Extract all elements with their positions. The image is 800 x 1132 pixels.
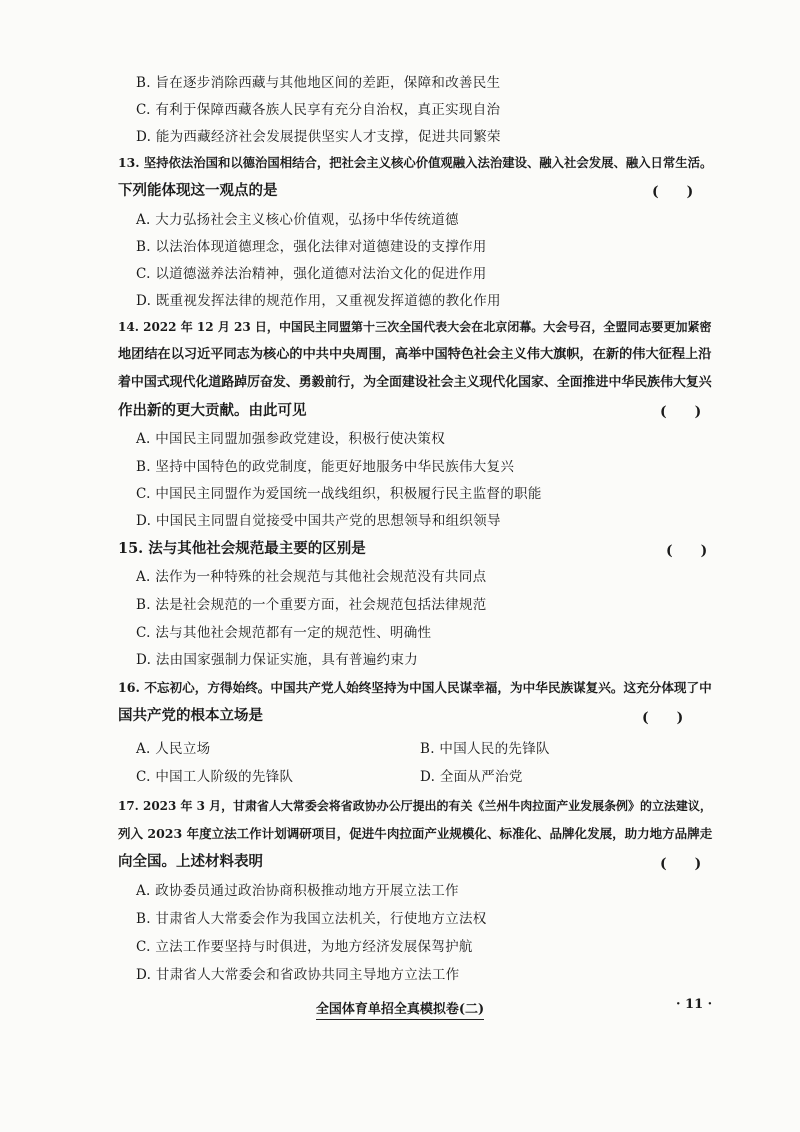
q16-option-d: D. 全面从严治党 [420,769,523,785]
q15-answer-blank: ( ) [666,543,708,559]
q15-option-d: D. 法由国家强制力保证实施，具有普遍约束力 [136,652,419,668]
q17-option-a: A. 政协委员通过政治协商积极推动地方开展立法工作 [136,883,459,899]
q16-answer-blank: ( ) [642,710,684,726]
q13-option-b: B. 以法治体现道德理念，强化法律对道德建设的支撑作用 [136,239,487,255]
q15-stem: 15. 法与其他社会规范最主要的区别是 [118,540,366,557]
q17-stem-line3: 向全国。上述材料表明 [118,853,263,870]
q14-option-b: B. 坚持中国特色的政党制度，能更好地服务中华民族伟大复兴 [136,459,515,475]
q17-stem-line1: 17. 2023 年 3 月，甘肃省人大常委会将省政协办公厅提出的有关《兰州牛肉拉面产业发展条例》的立法建议， [118,799,712,813]
q12-option-b: B. 旨在逐步消除西藏与其他地区间的差距，保障和改善民生 [136,75,501,91]
q14-option-c: C. 中国民主同盟作为爱国统一战线组织，积极履行民主监督的职能 [136,486,542,502]
q13-answer-blank: ( ) [652,184,694,200]
q17-option-b: B. 甘肃省人大常委会作为我国立法机关，行使地方立法权 [136,911,487,927]
q12-option-c: C. 有利于保障西藏各族人民享有充分自治权，真正实现自治 [136,102,501,118]
q16-option-b: B. 中国人民的先锋队 [420,741,550,757]
q17-stem-line2: 列入 2023 年度立法工作计划调研项目，促进牛肉拉面产业规模化、标准化、品牌化发展，助力地方品牌走 [118,826,713,841]
q16-stem-line1: 16. 不忘初心，方得始终。中国共产党人始终坚持为中国人民谋幸福，为中华民族谋复兴。这充分体现了中 [118,680,712,695]
q16-option-c: C. 中国工人阶级的先锋队 [136,769,294,785]
page-number: · 11 · [676,997,713,1012]
q17-option-c: C. 立法工作要坚持与时俱进，为地方经济发展保驾护航 [136,939,473,955]
q15-option-b: B. 法是社会规范的一个重要方面，社会规范包括法律规范 [136,597,487,613]
q12-option-d: D. 能为西藏经济社会发展提供坚实人才支撑，促进共同繁荣 [136,129,501,145]
q13-option-a: A. 大力弘扬社会主义核心价值观，弘扬中华传统道德 [136,212,459,228]
q14-option-d: D. 中国民主同盟自觉接受中国共产党的思想领导和组织领导 [136,513,501,529]
q14-stem-line4: 作出新的更大贡献。由此可见 [118,402,307,419]
q14-option-a: A. 中国民主同盟加强参政党建设，积极行使决策权 [136,431,446,447]
q14-answer-blank: ( ) [660,404,702,420]
q13-option-c: C. 以道德滋养法治精神，强化道德对法治文化的促进作用 [136,266,487,282]
footer-title: 全国体育单招全真模拟卷(二) [316,998,484,1020]
q13-option-d: D. 既重视发挥法律的规范作用，又重视发挥道德的教化作用 [136,293,501,309]
q16-stem-line2: 国共产党的根本立场是 [118,707,263,724]
q15-option-a: A. 法作为一种特殊的社会规范与其他社会规范没有共同点 [136,569,487,585]
q17-option-d: D. 甘肃省人大常委会和省政协共同主导地方立法工作 [136,967,460,983]
q13-stem-line1: 13. 坚持依法治国和以德治国相结合，把社会主义核心价值观融入法治建设、融入社会发展、融入日常生活。 [118,155,713,170]
q14-stem-line2: 地团结在以习近平同志为核心的中共中央周围，高举中国特色社会主义伟大旗帜，在新的伟大征程上沿 [118,347,712,362]
q14-stem-line1: 14. 2022 年 12 月 23 日，中国民主同盟第十三次全国代表大会在北京闭幕。大会号召，全盟同志要更加紧密 [118,320,712,334]
q17-answer-blank: ( ) [660,856,702,872]
q15-option-c: C. 法与其他社会规范都有一定的规范性、明确性 [136,625,432,641]
q14-stem-line3: 着中国式现代化道路踔厉奋发、勇毅前行，为全面建设社会主义现代化国家、全面推进中华民族伟大复兴 [118,375,712,390]
q13-stem-line2: 下列能体现这一观点的是 [118,182,278,199]
q16-option-a: A. 人民立场 [136,741,211,757]
